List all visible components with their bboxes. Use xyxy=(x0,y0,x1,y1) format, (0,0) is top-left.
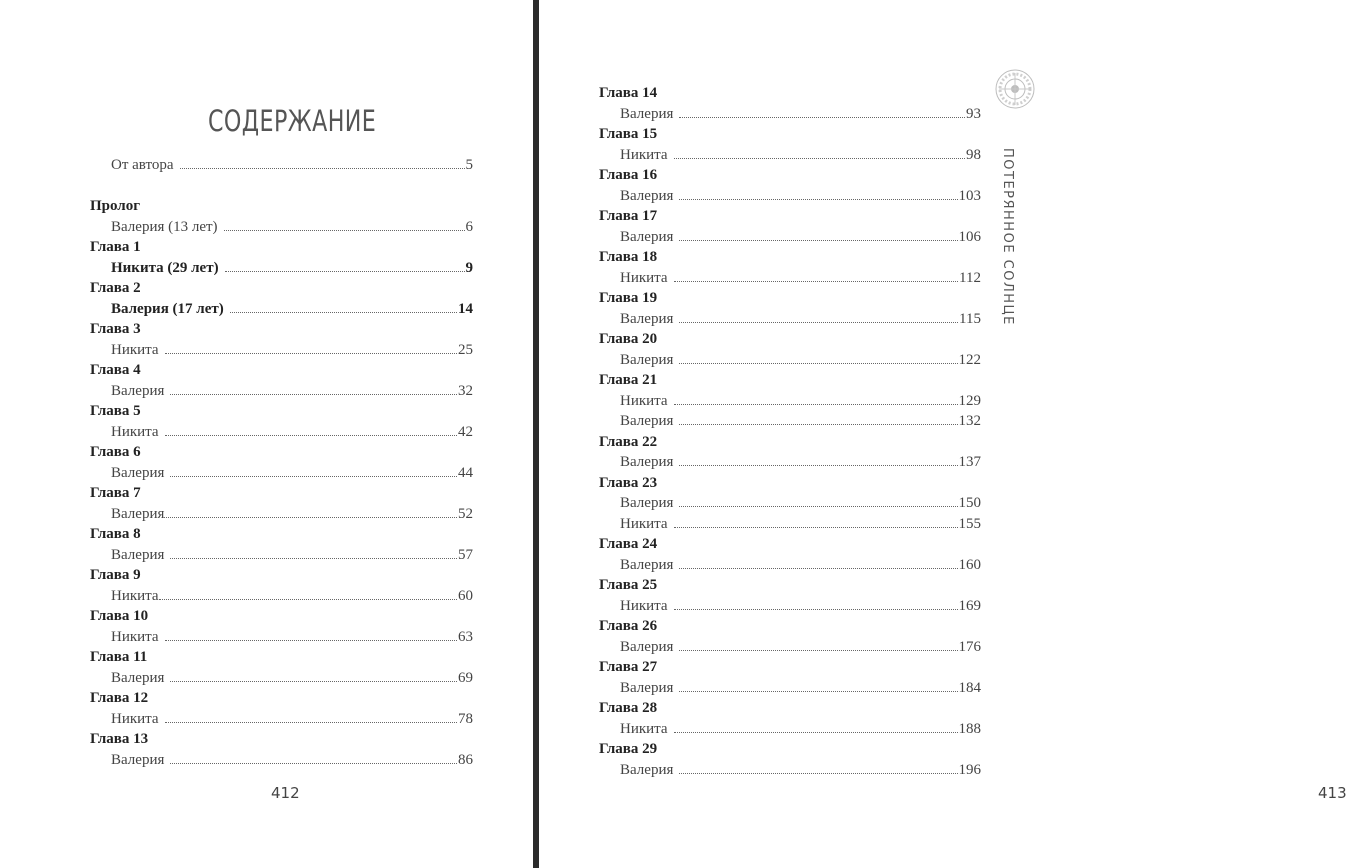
toc-entry xyxy=(599,411,981,432)
toc-dot-leader xyxy=(165,353,457,354)
toc-entry-title: Валерия xyxy=(620,556,674,573)
toc-chapter-heading: Глава 23 xyxy=(599,474,658,491)
toc-chapter-heading: Глава 27 xyxy=(599,659,658,675)
toc-entry xyxy=(599,309,981,330)
page-number-right: 413 xyxy=(1318,784,1347,802)
toc-entry-page: 57 xyxy=(458,546,473,563)
toc-entry-title: Валерия xyxy=(620,351,674,368)
toc-dot-leader xyxy=(679,117,965,118)
toc-entry-title: Валерия xyxy=(620,761,674,778)
toc-entry-page: 137 xyxy=(958,454,981,470)
toc-chapter-heading: Глава 19 xyxy=(599,290,658,306)
toc-entry xyxy=(90,155,473,176)
toc-chapter-heading: Глава 3 xyxy=(90,321,141,337)
toc-entry-page: 9 xyxy=(465,259,473,276)
toc-entry xyxy=(90,504,473,525)
toc-entry-page: 93 xyxy=(966,105,981,122)
toc-entry-title: Валерия xyxy=(620,495,674,511)
toc-entry-page: 25 xyxy=(458,341,473,358)
toc-entry xyxy=(90,463,473,484)
toc-dot-leader xyxy=(679,240,957,241)
toc-entry-title: Валерия xyxy=(111,464,165,481)
toc-entry-page: 6 xyxy=(465,218,473,235)
toc-entry xyxy=(90,340,473,361)
toc-entry-page: 122 xyxy=(958,351,981,368)
toc-entry-title: Валерия xyxy=(620,228,674,245)
toc-entry-title: Валерия xyxy=(111,669,165,686)
toc-entry-title: Никита xyxy=(111,628,159,645)
toc-dot-leader xyxy=(225,271,465,272)
toc-entry-page: 14 xyxy=(458,300,473,317)
toc-chapter-heading: Глава 21 xyxy=(599,372,658,388)
toc-chapter-heading: Глава 26 xyxy=(599,618,658,634)
toc-entry-page: 60 xyxy=(458,587,473,604)
sun-emblem-icon xyxy=(994,68,1036,110)
toc-entry-title: Никита xyxy=(620,720,668,737)
toc-entry xyxy=(599,227,981,248)
toc-entry xyxy=(90,422,473,443)
toc-dot-leader xyxy=(674,527,958,528)
toc-entry xyxy=(90,586,473,607)
toc-entry-page: 5 xyxy=(465,157,473,173)
toc-entry-page: 42 xyxy=(458,423,473,440)
toc-entry xyxy=(90,750,473,771)
toc-entry xyxy=(599,452,981,473)
toc-dot-leader xyxy=(679,322,958,323)
toc-chapter-heading: Глава 16 xyxy=(599,167,658,183)
toc-chapter-heading: Глава 8 xyxy=(90,526,141,542)
toc-entry xyxy=(599,760,981,781)
page-title: СОДЕРЖАНИЕ xyxy=(208,104,377,138)
toc-entry xyxy=(90,709,473,730)
toc-entry-title: Никита xyxy=(111,587,159,604)
toc-chapter-heading: Глава 28 xyxy=(599,700,658,716)
toc-entry xyxy=(599,514,981,535)
toc-entry xyxy=(90,627,473,648)
toc-dot-leader xyxy=(674,404,958,405)
toc-dot-leader xyxy=(674,732,958,733)
toc-chapter-heading: Пролог xyxy=(90,198,141,214)
toc-entry-page: 86 xyxy=(458,751,473,768)
page-number-left: 412 xyxy=(271,784,300,802)
toc-entry xyxy=(90,258,473,279)
toc-entry-title: Валерия xyxy=(111,382,165,399)
toc-dot-leader xyxy=(170,681,457,682)
toc-entry xyxy=(90,217,473,238)
toc-entry-title: Валерия xyxy=(111,751,165,768)
toc-dot-leader xyxy=(170,394,457,395)
toc-dot-leader xyxy=(679,199,957,200)
toc-entry xyxy=(599,555,981,576)
toc-list-right xyxy=(599,83,981,780)
toc-entry-page: 78 xyxy=(458,710,473,727)
toc-chapter-heading: Глава 20 xyxy=(599,331,658,347)
toc-chapter-heading: Глава 9 xyxy=(90,567,141,583)
toc-entry-title: Валерия xyxy=(620,679,674,696)
toc-entry xyxy=(90,381,473,402)
toc-entry-page: 106 xyxy=(958,228,981,245)
toc-entry xyxy=(90,299,473,320)
toc-chapter-heading: Глава 29 xyxy=(599,741,658,757)
toc-chapter-heading: Глава 18 xyxy=(599,249,658,265)
toc-dot-leader xyxy=(165,722,457,723)
toc-entry-title: Валерия xyxy=(620,105,674,122)
toc-entry-title: Никита xyxy=(620,515,668,532)
toc-entry-page: 160 xyxy=(958,556,981,573)
toc-entry xyxy=(599,350,981,371)
toc-entry-title: Никита (29 лет) xyxy=(111,259,219,276)
toc-entry-title: Валерия xyxy=(111,505,165,522)
toc-dot-leader xyxy=(164,517,457,518)
toc-entry xyxy=(599,104,981,125)
toc-dot-leader xyxy=(170,558,457,559)
left-page xyxy=(0,0,533,868)
toc-dot-leader xyxy=(674,281,958,282)
running-title xyxy=(997,148,1017,326)
toc-chapter-heading: Глава 25 xyxy=(599,577,658,593)
toc-chapter-heading: Глава 15 xyxy=(599,126,658,142)
toc-list-left xyxy=(90,155,473,770)
toc-entry-page: 52 xyxy=(458,505,473,522)
toc-entry-page: 103 xyxy=(958,187,981,204)
toc-dot-leader xyxy=(674,158,965,159)
toc-chapter-heading: Глава 14 xyxy=(599,85,658,101)
toc-entry-title: Валерия xyxy=(620,454,674,470)
toc-dot-leader xyxy=(679,424,957,425)
toc-dot-leader xyxy=(679,691,957,692)
toc-entry-page: 184 xyxy=(958,679,981,696)
toc-dot-leader xyxy=(679,363,957,364)
toc-entry-title: От автора xyxy=(111,157,174,173)
toc-entry-title: Никита xyxy=(111,341,159,358)
running-title-text: ПОТЕРЯННОЕ СОЛНЦЕ xyxy=(1000,148,1015,326)
toc-entry-title: Валерия xyxy=(620,413,674,429)
toc-entry-page: 132 xyxy=(958,413,981,429)
toc-chapter-heading: Глава 5 xyxy=(90,403,141,419)
toc-entry xyxy=(599,678,981,699)
toc-dot-leader xyxy=(679,650,957,651)
toc-entry xyxy=(599,145,981,166)
toc-chapter-heading: Глава 11 xyxy=(90,649,148,665)
toc-entry-page: 129 xyxy=(958,392,981,409)
toc-spacer xyxy=(90,176,473,197)
toc-entry-title: Валерия xyxy=(620,187,674,204)
toc-dot-leader xyxy=(679,465,957,466)
toc-entry-title: Никита xyxy=(620,392,668,409)
toc-entry xyxy=(599,596,981,617)
toc-entry xyxy=(599,391,981,412)
toc-dot-leader xyxy=(159,599,457,600)
toc-entry xyxy=(90,668,473,689)
toc-chapter-heading: Глава 17 xyxy=(599,208,658,224)
toc-entry xyxy=(599,186,981,207)
toc-dot-leader xyxy=(674,609,958,610)
toc-entry-page: 69 xyxy=(458,669,473,686)
toc-chapter-heading: Глава 1 xyxy=(90,239,141,255)
toc-chapter-heading: Глава 2 xyxy=(90,280,141,296)
toc-entry xyxy=(599,719,981,740)
toc-chapter-heading: Глава 6 xyxy=(90,444,141,460)
toc-dot-leader xyxy=(180,168,465,169)
toc-entry-title: Никита xyxy=(111,710,159,727)
toc-chapter-heading: Глава 22 xyxy=(599,433,658,450)
toc-dot-leader xyxy=(679,773,957,774)
toc-entry-page: 196 xyxy=(958,761,981,778)
toc-dot-leader xyxy=(170,763,457,764)
toc-entry-page: 176 xyxy=(958,638,981,655)
toc-entry-title: Валерия (17 лет) xyxy=(111,300,224,317)
toc-entry-page: 155 xyxy=(958,515,981,532)
toc-entry-page: 150 xyxy=(958,495,981,511)
toc-entry-page: 188 xyxy=(958,720,981,737)
toc-entry-title: Валерия (13 лет) xyxy=(111,218,218,235)
toc-dot-leader xyxy=(230,312,457,313)
toc-entry-title: Никита xyxy=(111,423,159,440)
toc-dot-leader xyxy=(679,506,957,507)
toc-entry-title: Валерия xyxy=(620,638,674,655)
toc-chapter-heading: Глава 12 xyxy=(90,690,149,706)
toc-entry-page: 44 xyxy=(458,464,473,481)
toc-entry-page: 115 xyxy=(959,310,981,327)
toc-entry xyxy=(599,493,981,514)
toc-entry-page: 63 xyxy=(458,628,473,645)
toc-dot-leader xyxy=(165,435,457,436)
toc-chapter-heading: Глава 10 xyxy=(90,608,149,624)
toc-dot-leader xyxy=(679,568,957,569)
toc-entry-page: 98 xyxy=(966,146,981,163)
toc-entry-page: 32 xyxy=(458,382,473,399)
toc-entry-page: 169 xyxy=(958,597,981,614)
toc-entry-title: Никита xyxy=(620,146,668,163)
toc-chapter-heading: Глава 7 xyxy=(90,485,141,501)
toc-entry-title: Никита xyxy=(620,269,668,286)
toc-entry xyxy=(599,268,981,289)
toc-entry-title: Валерия xyxy=(620,310,674,327)
toc-dot-leader xyxy=(224,230,465,231)
toc-dot-leader xyxy=(165,640,457,641)
toc-entry-title: Валерия xyxy=(111,546,165,563)
toc-chapter-heading: Глава 13 xyxy=(90,731,149,747)
toc-entry-page: 112 xyxy=(959,269,981,286)
toc-dot-leader xyxy=(170,476,457,477)
toc-entry xyxy=(90,545,473,566)
toc-chapter-heading: Глава 4 xyxy=(90,362,141,378)
toc-entry-title: Никита xyxy=(620,597,668,614)
toc-chapter-heading: Глава 24 xyxy=(599,536,658,552)
toc-entry xyxy=(599,637,981,658)
